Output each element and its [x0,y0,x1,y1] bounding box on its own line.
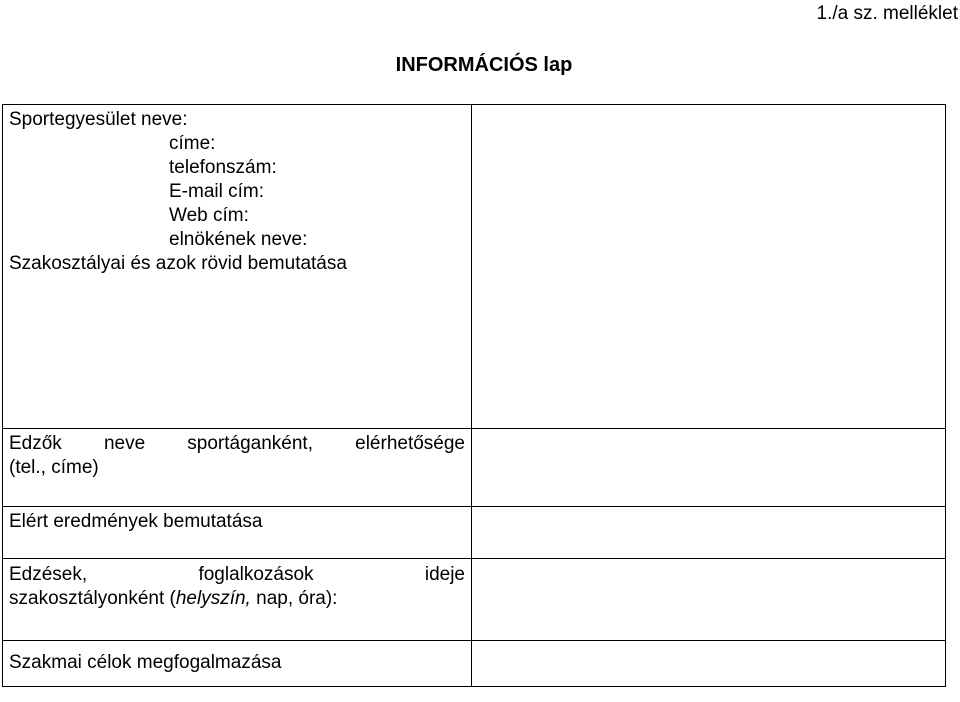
coaches-label-line1: Edzők neve sportáganként, elérhetősége [9,433,465,454]
coaches-label-cell [3,429,472,507]
goals-label: Szakmai célok megfogalmazása [9,652,282,673]
results-value-cell[interactable] [472,507,946,559]
trainings-label-cell [3,559,472,641]
results-row [3,507,946,559]
goals-label-cell [3,641,472,687]
club-name-label: Sportegyesület neve: [9,109,188,130]
trainings-label-line2-start: szakosztályonként ( [9,588,176,609]
trainings-label-line2-end: nap, óra): [250,588,338,609]
trainings-label-line2 [9,587,465,611]
goals-value-cell[interactable] [472,641,946,687]
club-president-label: elnökének neve: [169,229,308,250]
results-label-cell [3,507,472,559]
results-label: Elért eredmények bemutatása [9,511,263,532]
club-web-label: Web cím: [169,205,249,226]
trainings-value-cell[interactable] [472,559,946,641]
coaches-label-line2: (tel., címe) [9,457,99,478]
club-info-row [3,105,946,429]
goals-row [3,641,946,687]
club-address-label: címe: [169,133,216,154]
club-info-value-cell[interactable] [472,105,946,429]
coaches-value-cell[interactable] [472,429,946,507]
annex-label: 1./a sz. melléklet [816,3,958,24]
club-departments-label: Szakosztályai és azok rövid bemutatása [9,253,347,274]
information-form-table [2,104,946,687]
club-phone-label: telefonszám: [169,157,277,178]
trainings-row [3,559,946,641]
page-title: INFORMÁCIÓS lap [395,54,573,76]
trainings-label-line1: Edzések, foglalkozások ideje [9,564,465,585]
trainings-label-line2-italic: helyszín, [175,588,251,609]
club-info-label-cell [3,105,472,429]
club-email-label: E-mail cím: [169,181,264,202]
coaches-row [3,429,946,507]
